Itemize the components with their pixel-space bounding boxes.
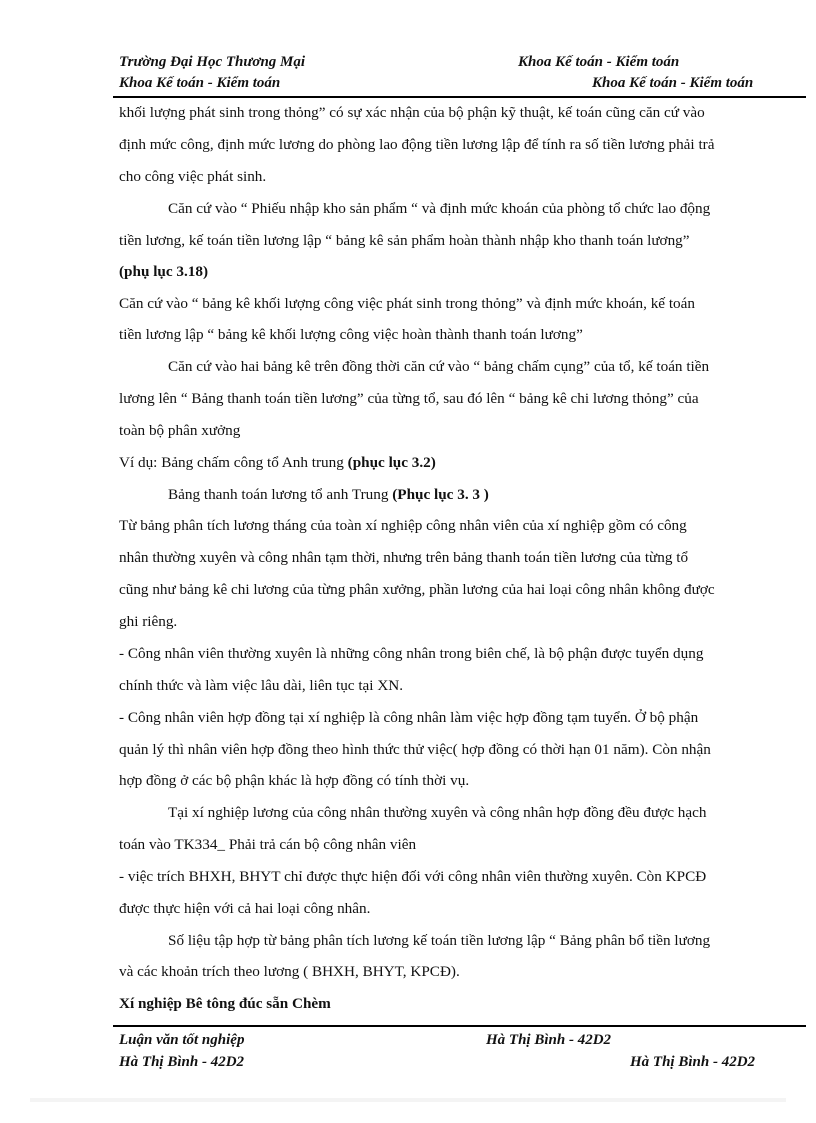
paragraph-line: chính thức và làm việc lâu dài, liên tục tại XN.: [119, 677, 404, 694]
paragraph-line: Căn cứ vào “ bảng kê khối lượng công việc phát sinh trong thỏng” và định mức khoán, kế toán: [119, 295, 695, 312]
paragraph-line: khối lượng phát sinh trong thỏng” có sự xác nhận của bộ phận kỹ thuật, kế toán cũng căn cứ vào: [119, 104, 705, 121]
header-faculty-right-1: Khoa Kế toán - Kiểm toán: [518, 54, 680, 70]
company-name: Xí nghiệp Bê tông đúc sẵn Chèm: [119, 995, 331, 1012]
paragraph-line: tiền lương lập “ bảng kê khối lượng công việc hoàn thành thanh toán lương”: [119, 326, 583, 343]
header-school-name: Trường Đại Học Thương Mại: [119, 54, 306, 70]
paragraph-line: ghi riêng.: [119, 613, 178, 630]
paragraph-line: toàn bộ phân xưởng: [119, 422, 241, 439]
footer-rule: [113, 1025, 806, 1027]
paragraph-line: Số liệu tập hợp từ bảng phân tích lương kế toán tiền lương lập “ Bảng phân bổ tiền lương: [168, 932, 711, 949]
paragraph-line: cũng như bảng kê chi lương của từng phân xưởng, phần lương của hai loại công nhân không được: [119, 581, 715, 598]
example-line: [168, 486, 489, 504]
example-line: [119, 454, 436, 472]
paragraph-line: - Công nhân viên thường xuyên là những công nhân trong biên chế, là bộ phận được tuyển dụng: [119, 645, 704, 662]
example-text: Ví dụ: Bảng chấm công tổ Anh trung: [119, 454, 348, 471]
paragraph-line: được thực hiện với cả hai loại công nhân.: [119, 900, 371, 917]
paragraph-line: và các khoản trích theo lương ( BHXH, BHYT, KPCĐ).: [119, 963, 460, 980]
appendix-reference: (Phục lục 3. 3 ): [392, 486, 489, 503]
paragraph-line: lương lên “ Bảng thanh toán tiền lương” của từng tổ, sau đó lên “ bảng kê chi lương thỏng” của: [119, 390, 699, 407]
header-faculty-right-2: Khoa Kế toán - Kiểm toán: [592, 75, 754, 91]
footer-thesis-label: Luận văn tốt nghiệp: [119, 1032, 245, 1048]
paragraph-line: hợp đồng ở các bộ phận khác là hợp đồng có tính thời vụ.: [119, 772, 470, 789]
footer-author-left: Hà Thị Bình - 42D2: [119, 1054, 245, 1070]
paragraph-line: Căn cứ vào hai bảng kê trên đồng thời căn cứ vào “ bảng chấm cụng” của tổ, kế toán tiền: [168, 358, 710, 375]
appendix-reference: (phục lục 3.2): [347, 454, 436, 471]
header-faculty-left: Khoa Kế toán - Kiểm toán: [119, 75, 281, 91]
footer-author-right-2: Hà Thị Bình - 42D2: [630, 1054, 756, 1070]
paragraph-line: cho công việc phát sinh.: [119, 168, 267, 185]
paragraph-line: nhân thường xuyên và công nhân tạm thời, nhưng trên bảng thanh toán tiền lương của từng tổ: [119, 549, 689, 566]
paragraph-line: toán vào TK334_ Phải trả cán bộ công nhân viên: [119, 836, 417, 853]
paragraph-line: - việc trích BHXH, BHYT chỉ được thực hiện đối với công nhân viên thường xuyên. Còn KPCĐ: [119, 868, 707, 885]
paragraph-line: tiền lương, kế toán tiền lương lập “ bảng kê sản phẩm hoàn thành nhập kho thanh toán lương”: [119, 232, 690, 249]
paragraph-line: quản lý thì nhân viên hợp đồng theo hình thức thử việc( hợp đồng có thời hạn 01 năm). Còn nhận: [119, 741, 711, 758]
footer-author-right-1: Hà Thị Bình - 42D2: [486, 1032, 612, 1048]
paragraph-line: Căn cứ vào “ Phiếu nhập kho sản phẩm “ và định mức khoán của phòng tổ chức lao động: [168, 200, 711, 217]
paragraph-line: Tại xí nghiệp lương của công nhân thường xuyên và công nhân hợp đồng đều được hạch: [168, 804, 707, 821]
paragraph-line: - Công nhân viên hợp đồng tại xí nghiệp là công nhân làm việc hợp đồng tạm tuyển. Ở bộ phận: [119, 709, 699, 726]
example-text: Bảng thanh toán lương tổ anh Trung: [168, 486, 393, 503]
appendix-reference: (phụ lục 3.18): [119, 263, 209, 280]
page-bottom-band: [30, 1098, 786, 1102]
paragraph-line: Từ bảng phân tích lương tháng của toàn xí nghiệp công nhân viên của xí nghiệp gồm có công: [119, 517, 687, 534]
header-rule: [113, 96, 806, 98]
paragraph-line: định mức công, định mức lương do phòng lao động tiền lương lập để tính ra số tiền lương phải trả: [119, 136, 715, 153]
